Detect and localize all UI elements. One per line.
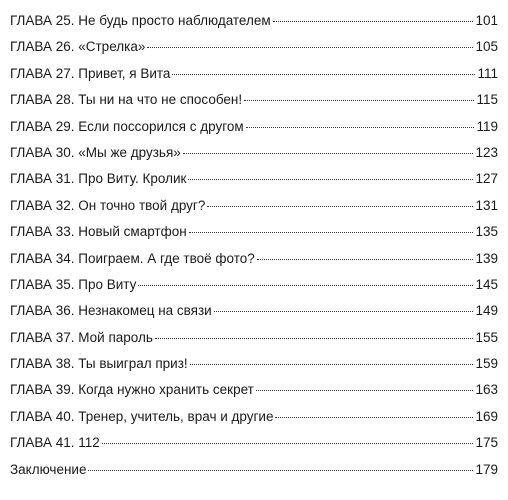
- toc-entry-title: ГЛАВА 33. Новый смартфон: [10, 224, 187, 240]
- toc-entry-page-number: 175: [475, 435, 498, 451]
- toc-entry[interactable]: [10, 457, 498, 483]
- toc-entry-title: ГЛАВА 38. Ты выиграл приз!: [10, 356, 188, 372]
- toc-entry-page-number: 149: [475, 303, 498, 319]
- toc-entry[interactable]: [10, 114, 498, 140]
- table-of-contents: [10, 8, 498, 483]
- toc-entry-title: ГЛАВА 32. Он точно твой друг?: [10, 197, 206, 213]
- toc-entry-page-number: 131: [475, 197, 498, 213]
- toc-entry-page-number: 123: [475, 144, 498, 160]
- toc-dot-leader: [189, 232, 474, 233]
- toc-dot-leader: [155, 338, 474, 339]
- toc-entry-title: ГЛАВА 25. Не будь просто наблюдателем: [10, 13, 271, 28]
- toc-entry[interactable]: [10, 325, 498, 351]
- toc-entry[interactable]: [10, 219, 498, 245]
- toc-entry[interactable]: [10, 351, 498, 377]
- toc-dot-leader: [246, 127, 475, 128]
- toc-dot-leader: [256, 390, 474, 391]
- toc-dot-leader: [138, 285, 473, 286]
- toc-dot-leader: [172, 74, 475, 75]
- toc-entry[interactable]: [10, 140, 498, 166]
- toc-entry-title: ГЛАВА 37. Мой пароль: [10, 329, 153, 345]
- toc-entry-page-number: 145: [475, 276, 498, 292]
- toc-entry-page-number: 169: [475, 408, 498, 424]
- toc-entry-page-number: 101: [475, 13, 498, 28]
- toc-entry-title: ГЛАВА 40. Тренер, учитель, врач и другие: [10, 408, 274, 424]
- toc-entry[interactable]: [10, 34, 498, 60]
- toc-dot-leader: [102, 443, 474, 444]
- toc-entry[interactable]: [10, 87, 498, 113]
- toc-entry[interactable]: [10, 61, 498, 87]
- toc-entry-title: ГЛАВА 27. Привет, я Вита: [10, 65, 171, 81]
- toc-dot-leader: [273, 21, 474, 22]
- toc-entry-title: ГЛАВА 26. «Стрелка»: [10, 39, 146, 55]
- toc-entry-page-number: 163: [475, 382, 498, 398]
- toc-entry-page-number: 159: [475, 356, 498, 372]
- toc-entry-page-number: 115: [476, 92, 498, 108]
- toc-dot-leader: [207, 206, 473, 207]
- toc-entry-title: ГЛАВА 31. Про Виту. Кролик: [10, 171, 187, 187]
- toc-entry[interactable]: [10, 272, 498, 298]
- toc-entry-page-number: 105: [475, 39, 498, 55]
- toc-entry-page-number: 179: [475, 461, 498, 477]
- toc-dot-leader: [147, 47, 473, 48]
- toc-entry[interactable]: [10, 8, 498, 34]
- toc-entry-title: ГЛАВА 39. Когда нужно хранить секрет: [10, 382, 254, 398]
- toc-entry-page-number: 135: [475, 224, 498, 240]
- toc-entry[interactable]: [10, 193, 498, 219]
- toc-entry-title: ГЛАВА 41. 112: [10, 435, 100, 451]
- toc-entry[interactable]: [10, 166, 498, 192]
- toc-entry-title: ГЛАВА 28. Ты ни на что не способен!: [10, 92, 243, 108]
- toc-entry-title: ГЛАВА 34. Поиграем. А где твоё фото?: [10, 250, 255, 266]
- toc-entry-page-number: 127: [475, 171, 498, 187]
- toc-entry-page-number: 139: [475, 250, 498, 266]
- toc-dot-leader: [275, 417, 473, 418]
- toc-dot-leader: [188, 179, 473, 180]
- toc-entry-title: ГЛАВА 30. «Мы же друзья»: [10, 144, 181, 160]
- toc-entry[interactable]: [10, 404, 498, 430]
- toc-dot-leader: [244, 100, 474, 101]
- toc-entry-page-number: 119: [476, 118, 498, 134]
- toc-dot-leader: [214, 311, 474, 312]
- toc-entry-title: ГЛАВА 36. Незнакомец на связи: [10, 303, 212, 319]
- toc-entry-title: ГЛАВА 35. Про Виту: [10, 276, 137, 292]
- toc-dot-leader: [257, 259, 474, 260]
- toc-dot-leader: [88, 470, 473, 471]
- toc-entry[interactable]: [10, 246, 498, 272]
- toc-entry-title: Заключение: [10, 461, 87, 477]
- toc-entry[interactable]: [10, 298, 498, 324]
- toc-entry-page-number: 155: [475, 329, 498, 345]
- toc-entry[interactable]: [10, 430, 498, 456]
- toc-dot-leader: [190, 364, 474, 365]
- toc-entry[interactable]: [10, 377, 498, 403]
- toc-entry-page-number: 111: [477, 65, 498, 81]
- toc-entry-title: ГЛАВА 29. Если поссорился с другом: [10, 118, 244, 134]
- toc-dot-leader: [183, 153, 474, 154]
